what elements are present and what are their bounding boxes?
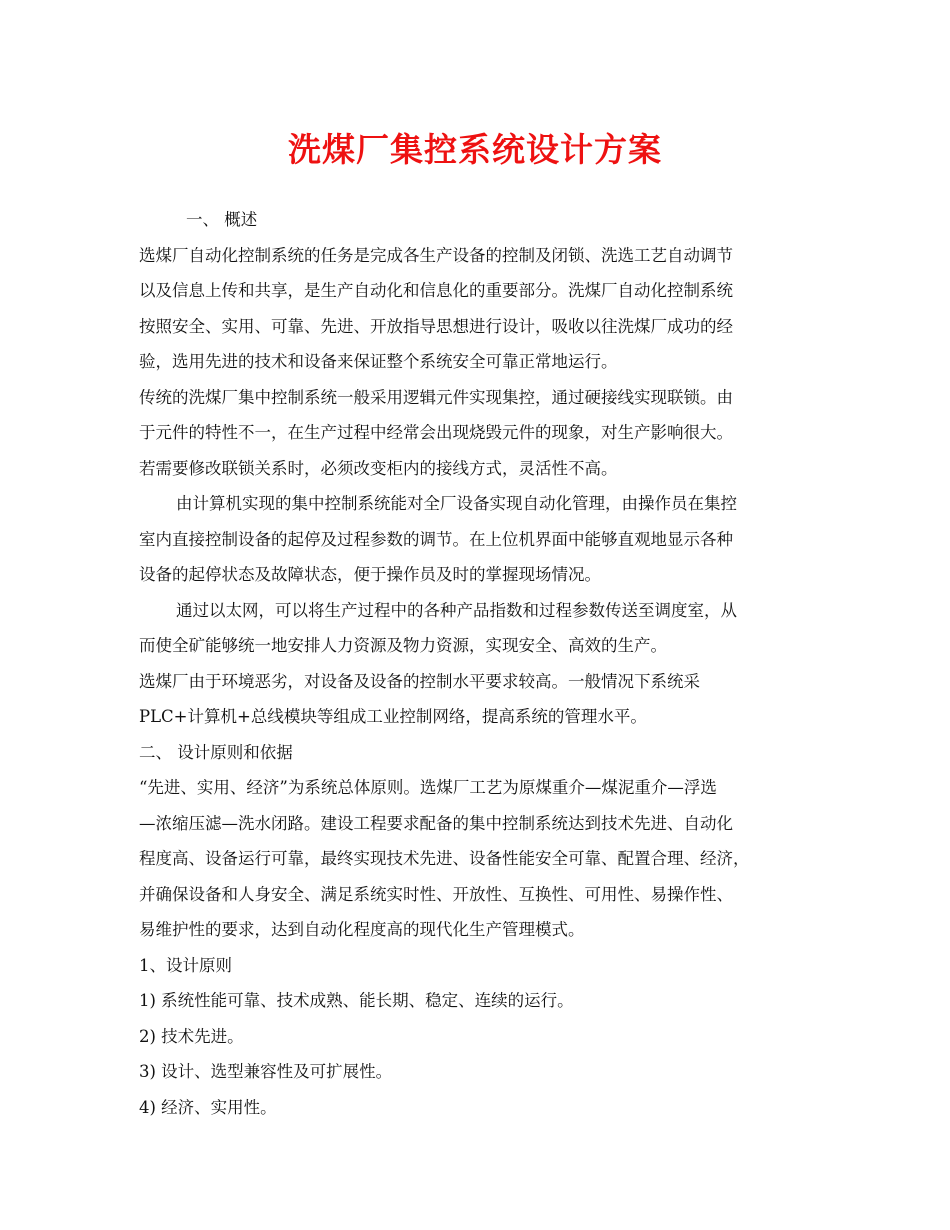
paragraph-line: “先进、实用、经济”为系统总体原则。选煤厂工艺为原煤重介—煤泥重介—浮选 [139,778,717,797]
list-item: 4) 经济、实用性。 [139,1097,277,1117]
list-item: 3) 设计、选型兼容性及可扩展性。 [139,1062,393,1081]
document-title: 洗煤厂集控系统设计方案 [288,130,662,169]
paragraph-line: 并确保设备和人身安全、满足系统实时性、开放性、互换性、可用性、易操作性、 [139,884,733,904]
paragraph-line: 选煤厂自动化控制系统的任务是完成各生产设备的控制及闭锁、洗选工艺自动调节 [139,245,733,265]
list-item: 2) 技术先进。 [139,1026,244,1046]
paragraph-line: 由计算机实现的集中控制系统能对全厂设备实现自动化管理，由操作员在集控 [176,494,737,513]
paragraph-line: 易维护性的要求，达到自动化程度高的现代化生产管理模式。 [139,920,585,939]
paragraph-line: PLC+计算机+总线模块等组成工业控制网络，提高系统的管理水平。 [139,707,647,726]
paragraph-line: 验，选用先进的技术和设备来保证整个系统安全可靠正常地运行。 [139,352,618,371]
list-item: 1) 系统性能可靠、技术成熟、能长期、稳定、连续的运行。 [139,991,574,1010]
paragraph-line: 选煤厂由于环境恶劣，对设备及设备的控制水平要求较高。一般情况下系统采 [139,671,700,691]
paragraph-line: —浓缩压滤—洗水闭路。建设工程要求配备的集中控制系统达到技术先进、自动化 [139,813,733,833]
paragraph-line: 以及信息上传和共享，是生产自动化和信息化的重要部分。洗煤厂自动化控制系统 [139,281,733,300]
paragraph-line: 室内直接控制设备的起停及过程参数的调节。在上位机界面中能够直观地显示各种 [139,529,733,549]
paragraph-line: 按照安全、实用、可靠、先进、开放指导思想进行设计，吸收以往洗煤厂成功的经 [139,316,733,336]
subsection-heading: 1、设计原则 [139,955,232,975]
paragraph-line: 于元件的特性不一，在生产过程中经常会出现烧毁元件的现象，对生产影响很大。 [139,423,733,442]
paragraph-line: 程度高、设备运行可靠，最终实现技术先进、设备性能安全可靠、配置合理、经济， [139,849,750,868]
paragraph-line: 传统的洗煤厂集中控制系统一般采用逻辑元件实现集控，通过硬接线实现联锁。由 [139,387,733,407]
paragraph-line: 设备的起停状态及故障状态，便于操作员及时的掌握现场情况。 [139,565,601,584]
document-body [139,202,829,1125]
section-heading-overview: 一、 概述 [186,210,258,229]
section-heading-principles: 二、 设计原则和依据 [139,742,293,762]
paragraph-line: 若需要修改联锁关系时，必须改变柜内的接线方式，灵活性不高。 [139,458,618,478]
paragraph-line: 而使全矿能够统一地安排人力资源及物力资源，实现安全、高效的生产。 [139,636,667,655]
paragraph-line: 通过以太网，可以将生产过程中的各种产品指数和过程参数传送至调度室，从 [176,600,737,620]
